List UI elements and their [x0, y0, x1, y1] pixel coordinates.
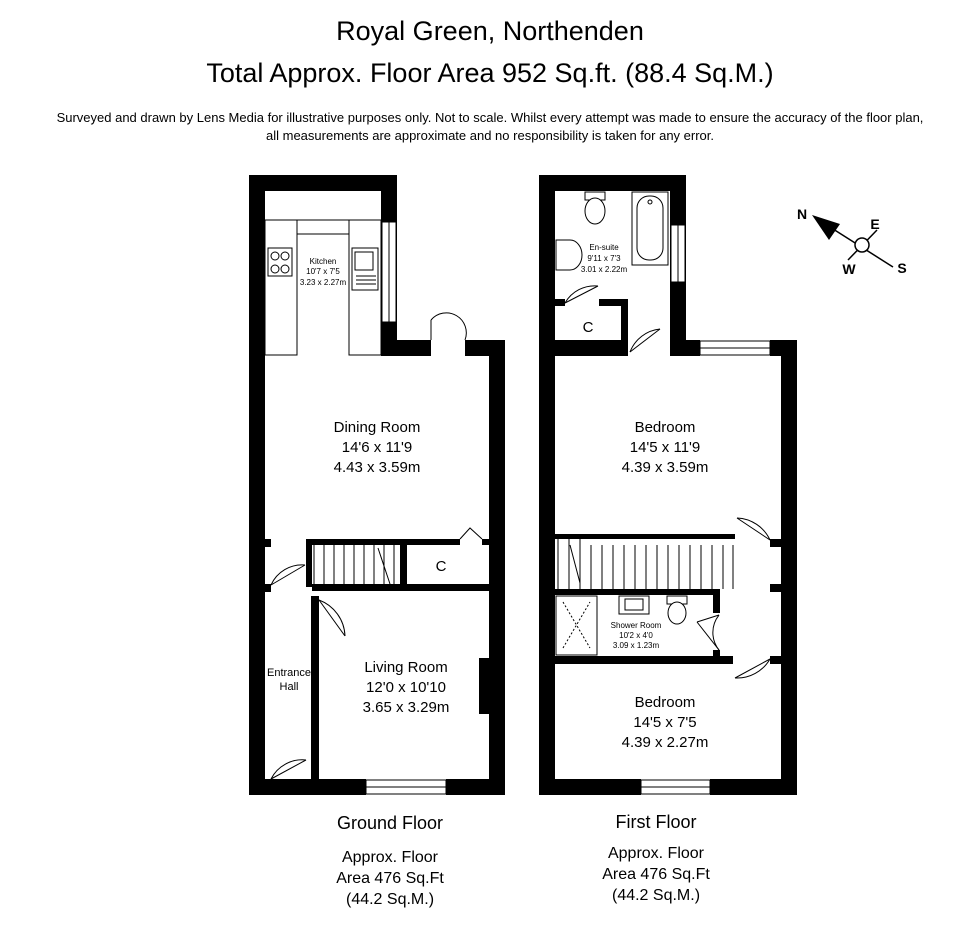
- ground-front-door: [271, 760, 306, 779]
- shower-toilet-icon: [667, 596, 687, 624]
- dining-room-metric: 4.43 x 3.59m: [333, 459, 421, 476]
- living-room-metric: 3.65 x 3.29m: [362, 699, 450, 716]
- ground-cupboard-door: [460, 528, 482, 539]
- first-floor-label: First Floor: [615, 812, 697, 832]
- bedroom1-window: [700, 341, 770, 355]
- compass-icon: [797, 206, 907, 277]
- ensuite-basin-icon: [556, 240, 582, 270]
- ground-floor-label: Ground Floor: [336, 813, 444, 833]
- shower-room-imperial: 10'2 x 4'0: [619, 631, 653, 640]
- first-cupboard-label: C: [582, 319, 594, 336]
- dining-room-label: Dining Room: [333, 419, 421, 436]
- hob-icon: [268, 248, 292, 276]
- bedroom1-door: [737, 518, 770, 540]
- ensuite-toilet-icon: [585, 192, 605, 224]
- dining-room-imperial: 14'6 x 11'9: [341, 439, 413, 456]
- bedroom2-window: [641, 780, 710, 794]
- bedroom2-metric: 4.39 x 2.27m: [621, 734, 709, 751]
- total-area: Total Approx. Floor Area 952 Sq.ft. (88.4 Sq.M.): [206, 58, 774, 88]
- first-stairs: [558, 539, 733, 589]
- bedroom1-imperial: 14'5 x 11'9: [629, 439, 701, 456]
- disclaimer-line-2: all measurements are approximate and no responsibility is taken for any error.: [266, 128, 714, 143]
- living-room-label: Living Room: [364, 659, 448, 676]
- compass-n: N: [796, 206, 808, 222]
- compass-e: E: [870, 216, 880, 232]
- ensuite-imperial: 9'11 x 7'3: [587, 254, 621, 263]
- compass-w: W: [842, 261, 856, 277]
- cupboard-door: [565, 286, 598, 303]
- kitchen-imperial: 10'7 x 7'5: [306, 267, 340, 276]
- ground-area-line-1: Approx. Floor: [341, 849, 439, 866]
- bedroom1-metric: 4.39 x 3.59m: [621, 459, 709, 476]
- bedroom2-imperial: 14'5 x 7'5: [633, 714, 697, 731]
- ground-living-door: [319, 600, 345, 636]
- first-area-line-2: Area 476 Sq.Ft: [602, 866, 710, 883]
- bath-icon: [632, 192, 668, 265]
- ground-back-door: [431, 313, 466, 340]
- shower-room-door: [697, 615, 719, 650]
- ensuite-metric: 3.01 x 2.22m: [580, 265, 628, 274]
- ground-hall-door: [271, 565, 305, 585]
- first-area-line-1: Approx. Floor: [607, 845, 705, 862]
- bedroom1-label: Bedroom: [634, 419, 696, 436]
- bedroom2-label: Bedroom: [634, 694, 696, 711]
- disclaimer-line-1: Surveyed and drawn by Lens Media for illustrative purposes only. Not to scale. Whilst every attempt was made to ensure the accuracy of the floor plan,: [56, 110, 924, 125]
- compass-s: S: [897, 260, 907, 276]
- ensuite-door: [630, 329, 660, 352]
- shower-room-metric: 3.09 x 1.23m: [612, 641, 660, 650]
- page-title: Royal Green, Northenden: [336, 16, 644, 46]
- sink-icon: [352, 248, 378, 290]
- kitchen-label: Kitchen: [309, 257, 337, 266]
- shower-tray-icon: [556, 596, 597, 655]
- bedroom2-door: [735, 659, 770, 678]
- ground-area-line-3: (44.2 Sq.M.): [345, 891, 435, 908]
- ground-kitchen-window: [382, 222, 396, 322]
- ground-stairs: [314, 545, 394, 584]
- entrance-hall-label-2: Hall: [279, 681, 299, 693]
- ensuite-label: En-suite: [589, 243, 619, 252]
- first-area-line-3: (44.2 Sq.M.): [611, 887, 701, 904]
- ground-area-line-2: Area 476 Sq.Ft: [336, 870, 444, 887]
- ground-living-window: [366, 780, 446, 794]
- living-room-imperial: 12'0 x 10'10: [366, 679, 446, 696]
- entrance-hall-label-1: Entrance: [266, 667, 312, 679]
- ground-cupboard-label: C: [435, 558, 447, 575]
- shower-room-label: Shower Room: [610, 621, 662, 630]
- kitchen-metric: 3.23 x 2.27m: [299, 278, 347, 287]
- ensuite-window: [671, 225, 685, 282]
- shower-basin-icon: [619, 596, 649, 614]
